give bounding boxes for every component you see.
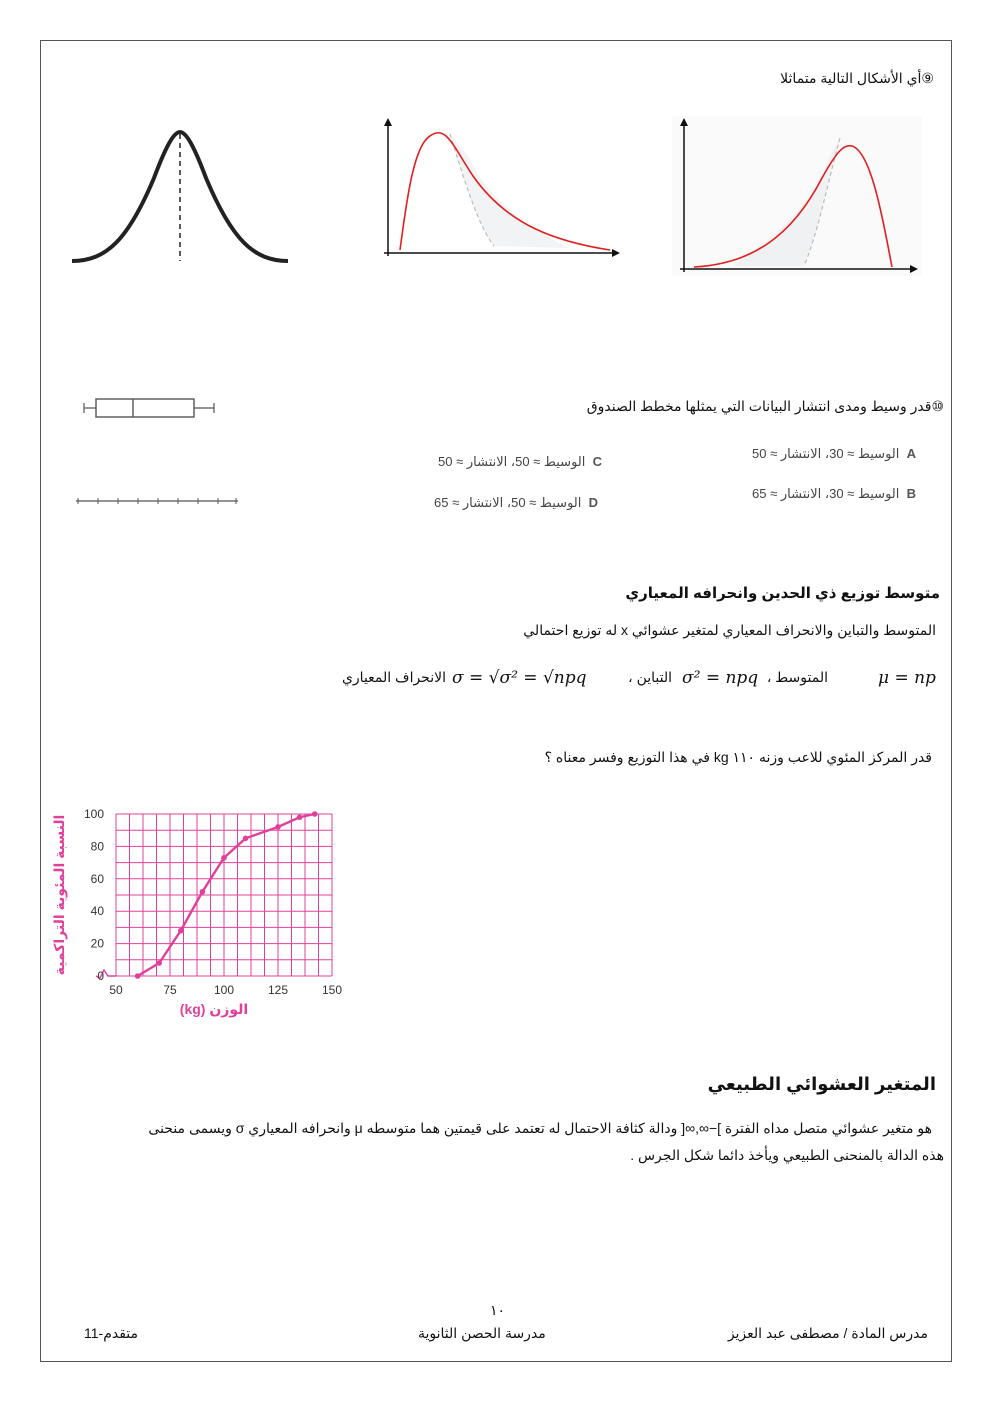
option-d[interactable]: [434, 495, 598, 511]
binomial-heading: متوسط توزيع ذي الحدين وانحرافه المعياري: [625, 585, 940, 602]
x-tick-label: 100: [213, 983, 235, 997]
y-tick-label: 100: [83, 807, 104, 821]
option-a-letter: A: [906, 446, 916, 461]
symmetric-curve-figure: [66, 118, 298, 268]
option-b[interactable]: [752, 486, 916, 502]
option-d-letter: D: [588, 495, 598, 510]
label-mean: المتوسط ،: [766, 669, 828, 685]
x-axis-label: الوزن (kg): [179, 1001, 249, 1017]
option-a-text: الوسيط ≈ 30، الانتشار ≈ 50: [752, 446, 900, 461]
option-a[interactable]: [752, 446, 916, 462]
data-point: [135, 973, 141, 979]
option-b-text: الوسيط ≈ 30، الانتشار ≈ 65: [752, 486, 900, 501]
box: [96, 399, 194, 417]
footer-school: مدرسة الحصن الثانوية: [418, 1325, 546, 1341]
cumulative-percent-chart: [50, 802, 350, 1022]
y-axis-label: النسبة المئوية التراكمية: [51, 814, 67, 976]
normal-definition-line-2: هذه الدالة بالمنحنى الطبيعي ويأخذ دائما شكل الجرس .: [630, 1147, 944, 1163]
option-c-letter: C: [592, 454, 602, 469]
percentile-question: قدر المركز المئوي للاعب وزنه ١١٠ kg في هذا التوزيع وفسر معناه ؟: [544, 749, 932, 765]
right-skewed-figure: [378, 116, 628, 266]
y-tick-label: 20: [90, 936, 104, 951]
formula-variance: σ² = npq: [682, 668, 759, 688]
data-point: [275, 824, 281, 830]
x-tick-label: 125: [267, 983, 289, 997]
formula-mean: μ = np: [878, 668, 936, 688]
data-point: [243, 836, 249, 842]
label-sd: الانحراف المعياري: [341, 669, 446, 685]
normal-heading: المتغير العشوائي الطبيعي: [707, 1074, 936, 1094]
bell-curve: [72, 132, 288, 261]
label-variance: التباين ،: [628, 669, 672, 685]
y-tick-label: 40: [90, 904, 104, 919]
page-number: ١٠: [490, 1302, 506, 1318]
data-point: [297, 814, 303, 820]
footer-grade: 11-متقدم: [84, 1325, 139, 1341]
x-tick-label: 150: [321, 983, 343, 997]
option-c-text: الوسيط ≈ 50، الانتشار ≈ 50: [438, 454, 586, 469]
binomial-intro: المتوسط والتباين والانحراف المعياري لمتغير عشوائي x له توزيع احتمالي: [523, 622, 936, 638]
option-d-text: الوسيط ≈ 50، الانتشار ≈ 65: [434, 495, 582, 510]
data-point: [221, 855, 227, 861]
data-point: [200, 889, 206, 895]
left-skewed-figure: [672, 116, 922, 276]
x-tick-label: 50: [109, 983, 123, 997]
normal-definition-line-1: هو متغير عشوائي متصل مداه الفترة ]−∞,∞[ ودالة كثافة الاحتمال له تعتمد على قيمتين هما متوسطه μ وانحرافه المعياري σ ويسمى منحنى: [148, 1120, 932, 1136]
option-b-letter: B: [906, 486, 916, 501]
y-tick-label: 0: [97, 969, 104, 983]
question-10-text: ⑩قدر وسيط ومدى انتشار البيانات التي يمثلها مخطط الصندوق: [586, 398, 944, 414]
formula-sd: σ = √σ² = √npq: [452, 668, 587, 688]
data-point: [312, 811, 318, 817]
question-9-text: ⑨أي الأشكال التالية متماثلا: [780, 70, 934, 86]
box-plot-figure: [72, 388, 242, 508]
footer-teacher: مدرس المادة / مصطفى عبد العزيز: [727, 1325, 928, 1341]
y-tick-label: 60: [90, 871, 104, 886]
data-point: [178, 928, 184, 934]
x-tick-label: 75: [163, 983, 177, 997]
data-point: [156, 960, 162, 966]
option-c[interactable]: [438, 454, 602, 470]
y-tick-label: 80: [90, 839, 104, 854]
